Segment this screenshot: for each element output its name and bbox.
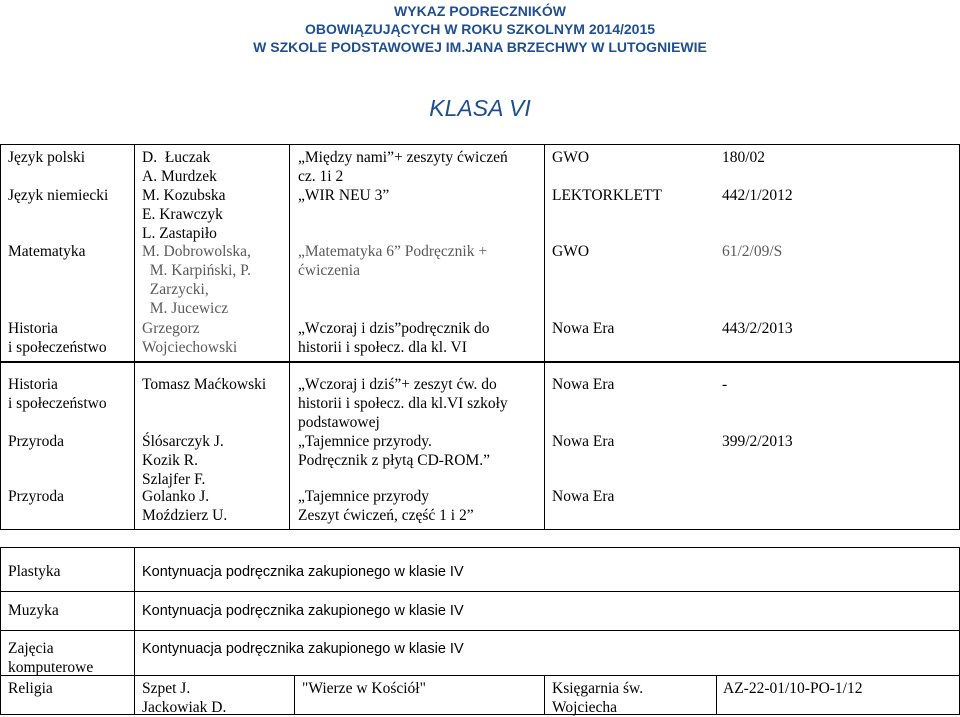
approval-number-cell: 399/2/2013 (722, 433, 793, 450)
publisher-cell: Nowa Era (552, 376, 615, 393)
doc-title-line3: W SZKOLE PODSTAWOWEJ IM.JANA BRZECHWY W LUTOGNIEWIE (253, 39, 707, 55)
doc-title-line1: WYKAZ PODRECZNIKÓW (394, 3, 566, 19)
subject-cell: Język polski (8, 149, 86, 166)
subject-cell: Historia i społeczeństwo (8, 320, 107, 356)
subject-cell: Przyroda (8, 488, 64, 505)
publisher-cell: Nowa Era (552, 433, 615, 450)
title-cell: "Wierze w Kościół" (302, 680, 426, 697)
author-cell: M. Dobrowolska, M. Karpiński, P. Zarzycki, M. Jucewicz (142, 243, 251, 317)
title-cell: „Tajemnice przyrody Zeszyt ćwiczeń, część 1 i 2” (298, 488, 474, 524)
approval-number-cell: - (722, 376, 728, 393)
author-cell: Golanko J. Moździerz U. (142, 488, 228, 524)
publisher-cell: Księgarnia św. Wojciecha (552, 680, 644, 716)
author-cell: M. Kozubska E. Krawczyk L. Zastapiło (142, 187, 226, 242)
publisher-cell: Nowa Era (552, 488, 615, 505)
author-cell: Ślósarczyk J. Kozik R. Szlajfer F. (142, 433, 224, 488)
continuation-note: Kontynuacja podręcznika zakupionego w klasie IV (142, 603, 464, 619)
subject-cell: Przyroda (8, 433, 64, 450)
publisher-cell: LEKTORKLETT (552, 187, 662, 204)
subject-cell: Religia (8, 680, 53, 697)
doc-title-line2: OBOWIĄZUJĄCYCH W ROKU SZKOLNYM 2014/2015 (304, 21, 656, 37)
class-heading: KLASA VI (429, 95, 531, 121)
author-cell: Szpet J. Jackowiak D. (142, 680, 227, 716)
publisher-cell: GWO (552, 243, 590, 260)
subject-cell: Muzyka (8, 602, 59, 619)
author-cell: Tomasz Maćkowski (142, 376, 267, 393)
approval-number-cell: AZ-22-01/10-PO-1/12 (723, 680, 863, 697)
approval-number-cell: 61/2/09/S (722, 243, 783, 260)
subject-cell: Matematyka (8, 243, 86, 260)
author-cell: D. Łuczak A. Murdzek (142, 149, 217, 185)
continuation-note: Kontynuacja podręcznika zakupionego w klasie IV (142, 641, 464, 657)
approval-number-cell: 180/02 (722, 149, 766, 166)
publisher-cell: GWO (552, 149, 590, 166)
subject-cell: Plastyka (8, 563, 61, 580)
title-cell: „Matematyka 6” Podręcznik + ćwiczenia (298, 243, 488, 279)
title-cell: „Wczoraj i dzis”podręcznik do historii i społecz. dla kl. VI (298, 320, 490, 356)
subject-cell: Historia i społeczeństwo (8, 376, 107, 412)
subject-cell: Język niemiecki (8, 187, 109, 204)
title-cell: „Między nami”+ zeszyty ćwiczeń cz. 1i 2 (298, 149, 508, 185)
author-cell: Grzegorz Wojciechowski (142, 320, 238, 356)
approval-number-cell: 443/2/2013 (722, 320, 793, 337)
publisher-cell: Nowa Era (552, 320, 615, 337)
title-cell: „WIR NEU 3” (298, 187, 390, 204)
approval-number-cell: 442/1/2012 (722, 187, 793, 204)
continuation-note: Kontynuacja podręcznika zakupionego w klasie IV (142, 564, 464, 580)
subject-cell: Zajęcia komputerowe (8, 640, 94, 676)
title-cell: „Wczoraj i dziś”+ zeszyt ćw. do historii i społecz. dla kl.VI szkoły podstawowej (298, 376, 508, 431)
title-cell: „Tajemnice przyrody. Podręcznik z płytą CD-ROM.” (298, 433, 490, 469)
